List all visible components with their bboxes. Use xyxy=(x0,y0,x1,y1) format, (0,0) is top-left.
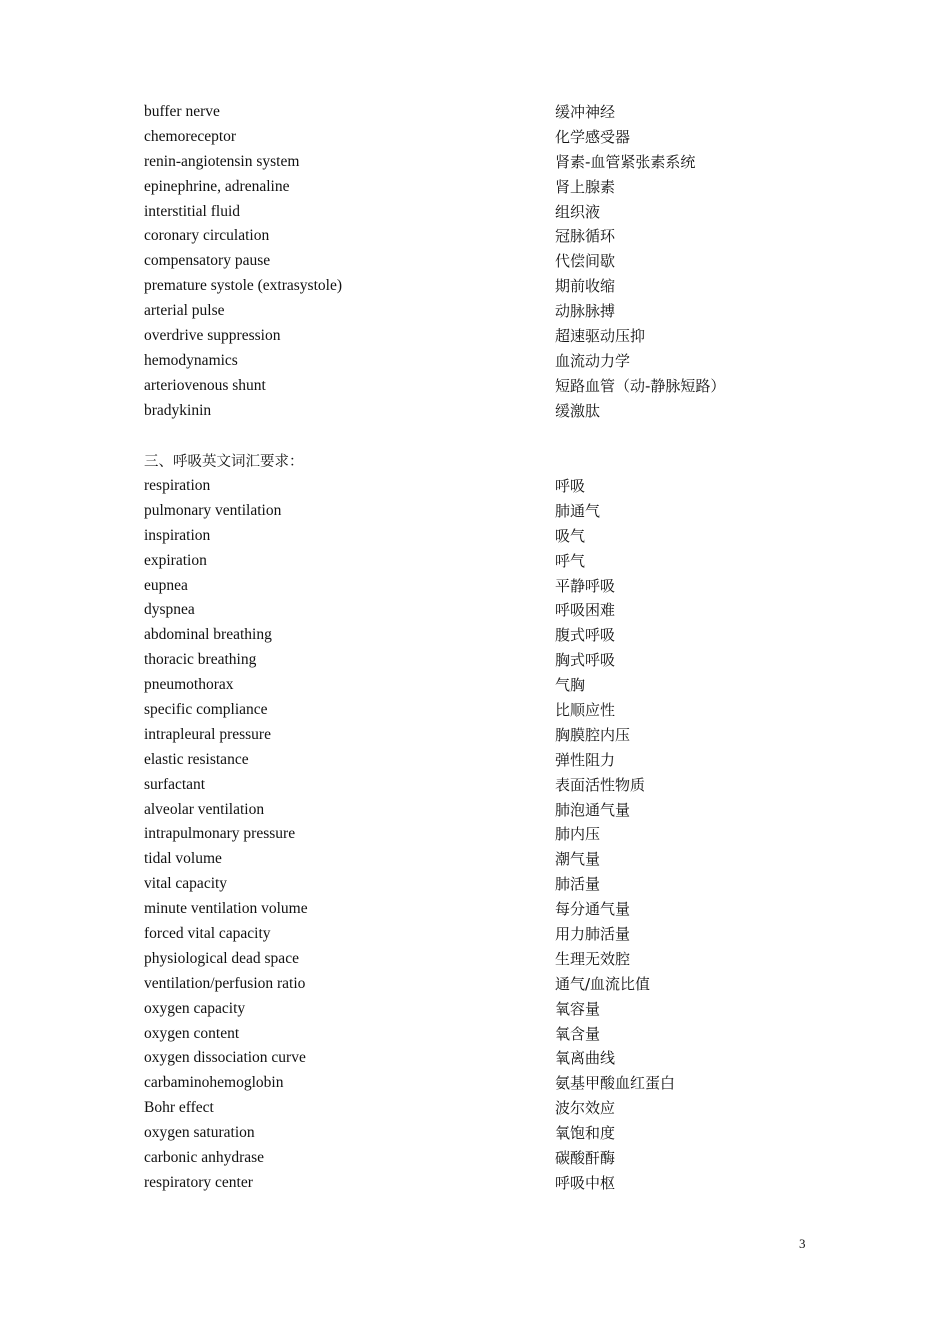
english-term: oxygen capacity xyxy=(144,999,246,1017)
chinese-term: 氧离曲线 xyxy=(555,1049,616,1068)
chinese-term: 呼吸困难 xyxy=(555,601,616,620)
english-term: overdrive suppression xyxy=(144,327,281,345)
chinese-term: 肺泡通气量 xyxy=(555,800,631,819)
chinese-term: 超速驱动压抑 xyxy=(555,327,646,346)
english-term: pneumothorax xyxy=(144,676,234,694)
chinese-term: 呼气 xyxy=(555,551,586,570)
term-row xyxy=(144,1096,844,1121)
term-row xyxy=(144,748,844,773)
english-term: ventilation/perfusion ratio xyxy=(144,974,306,992)
term-row xyxy=(144,100,844,125)
english-term: surfactant xyxy=(144,775,206,793)
chinese-term: 短路血管（动-静脉短路） xyxy=(555,376,726,395)
english-term: arterial pulse xyxy=(144,302,225,320)
english-term: physiological dead space xyxy=(144,949,299,967)
chinese-term: 代偿间歇 xyxy=(555,252,616,271)
chinese-term: 呼吸 xyxy=(555,477,586,495)
english-term: interstitial fluid xyxy=(144,202,240,220)
english-term: premature systole (extrasystole) xyxy=(144,277,342,295)
english-term: coronary circulation xyxy=(144,227,270,245)
english-term: minute ventilation volume xyxy=(144,900,308,918)
chinese-term: 肺通气 xyxy=(555,501,601,520)
chinese-term: 比顺应性 xyxy=(555,701,616,720)
english-term: alveolar ventilation xyxy=(144,800,265,818)
chinese-term: 胸膜腔内压 xyxy=(555,725,631,744)
term-row xyxy=(144,673,844,698)
chinese-term: 氨基甲酸血红蛋白 xyxy=(555,1074,676,1093)
chinese-term: 生理无效腔 xyxy=(555,949,631,968)
english-term: compensatory pause xyxy=(144,252,271,270)
english-term: dyspnea xyxy=(144,601,195,619)
chinese-term: 胸式呼吸 xyxy=(555,651,616,670)
chinese-term: 吸气 xyxy=(555,526,586,545)
chinese-term: 腹式呼吸 xyxy=(555,626,616,645)
term-row xyxy=(144,374,844,399)
english-term: thoracic breathing xyxy=(144,651,257,669)
chinese-term: 氧饱和度 xyxy=(555,1124,616,1143)
term-row xyxy=(144,474,844,499)
english-term: tidal volume xyxy=(144,850,222,868)
chinese-term: 缓激肽 xyxy=(555,401,601,420)
chinese-term: 潮气量 xyxy=(555,850,601,869)
chinese-term: 每分通气量 xyxy=(555,900,631,919)
english-term: intrapulmonary pressure xyxy=(144,825,296,843)
english-term: epinephrine, adrenaline xyxy=(144,177,290,195)
chinese-term: 组织液 xyxy=(555,202,601,221)
term-row xyxy=(144,1046,844,1071)
english-term: eupnea xyxy=(144,576,188,594)
chinese-term: 氧含量 xyxy=(555,1024,601,1043)
english-term: specific compliance xyxy=(144,701,268,719)
english-term: Bohr effect xyxy=(144,1099,214,1117)
english-term: renin-angiotensin system xyxy=(144,152,300,170)
chinese-term: 缓冲神经 xyxy=(555,103,616,121)
term-row xyxy=(144,549,844,574)
term-row xyxy=(144,1171,844,1196)
english-term: vital capacity xyxy=(144,875,228,893)
english-term: oxygen dissociation curve xyxy=(144,1049,306,1067)
term-row xyxy=(144,623,844,648)
term-row xyxy=(144,847,844,872)
chinese-term: 波尔效应 xyxy=(555,1099,616,1118)
chinese-term: 平静呼吸 xyxy=(555,576,616,595)
term-row xyxy=(144,972,844,997)
english-term: pulmonary ventilation xyxy=(144,501,282,519)
term-row xyxy=(144,648,844,673)
chinese-term: 呼吸中枢 xyxy=(555,1173,616,1192)
chinese-term: 期前收缩 xyxy=(555,277,616,296)
english-term: expiration xyxy=(144,551,207,569)
chinese-term: 动脉脉搏 xyxy=(555,302,616,321)
term-row xyxy=(144,798,844,823)
term-row xyxy=(144,897,844,922)
term-row xyxy=(144,499,844,524)
english-term: buffer nerve xyxy=(144,103,220,120)
english-term: intrapleural pressure xyxy=(144,725,271,743)
english-term: chemoreceptor xyxy=(144,127,237,145)
term-row xyxy=(144,349,844,374)
chinese-term: 氧容量 xyxy=(555,999,601,1018)
english-term: carbonic anhydrase xyxy=(144,1149,265,1167)
term-row xyxy=(144,574,844,599)
term-row xyxy=(144,274,844,299)
term-row xyxy=(144,922,844,947)
chinese-term: 通气/血流比值 xyxy=(555,974,651,993)
english-term: respiratory center xyxy=(144,1173,253,1191)
term-row xyxy=(144,997,844,1022)
cardiovascular-term-list xyxy=(144,100,844,424)
term-row xyxy=(144,947,844,972)
english-term: bradykinin xyxy=(144,401,212,419)
term-row xyxy=(144,1022,844,1047)
term-row xyxy=(144,598,844,623)
english-term: abdominal breathing xyxy=(144,626,272,644)
term-row xyxy=(144,872,844,897)
chinese-term: 碳酸酐酶 xyxy=(555,1149,616,1168)
english-term: inspiration xyxy=(144,526,211,544)
term-row xyxy=(144,224,844,249)
chinese-term: 血流动力学 xyxy=(555,351,631,370)
chinese-term: 弹性阻力 xyxy=(555,750,616,769)
term-row xyxy=(144,698,844,723)
english-term: arteriovenous shunt xyxy=(144,376,266,394)
term-row xyxy=(144,399,844,424)
term-row xyxy=(144,200,844,225)
chinese-term: 肺内压 xyxy=(555,825,601,844)
term-row xyxy=(144,822,844,847)
chinese-term: 肺活量 xyxy=(555,875,601,894)
term-row xyxy=(144,1071,844,1096)
chinese-term: 用力肺活量 xyxy=(555,925,631,944)
term-row xyxy=(144,125,844,150)
english-term: respiration xyxy=(144,477,211,494)
term-row xyxy=(144,299,844,324)
term-row xyxy=(144,249,844,274)
english-term: carbaminohemoglobin xyxy=(144,1074,284,1092)
term-row xyxy=(144,1146,844,1171)
chinese-term: 冠脉循环 xyxy=(555,227,616,246)
chinese-term: 气胸 xyxy=(555,676,586,695)
chinese-term: 化学感受器 xyxy=(555,127,631,146)
term-row xyxy=(144,324,844,349)
term-row xyxy=(144,175,844,200)
chinese-term: 表面活性物质 xyxy=(555,775,646,794)
chinese-term: 肾上腺素 xyxy=(555,177,616,196)
english-term: oxygen saturation xyxy=(144,1124,255,1142)
respiration-term-list xyxy=(144,474,844,1196)
term-row xyxy=(144,150,844,175)
chinese-term: 肾素-血管紧张素系统 xyxy=(555,152,696,171)
page-number: 3 xyxy=(799,1236,806,1251)
term-row xyxy=(144,1121,844,1146)
section-heading: 三、呼吸英文词汇要求： xyxy=(144,454,304,470)
term-row xyxy=(144,773,844,798)
term-row xyxy=(144,524,844,549)
english-term: forced vital capacity xyxy=(144,925,271,943)
term-row xyxy=(144,723,844,748)
english-term: elastic resistance xyxy=(144,750,249,768)
english-term: oxygen content xyxy=(144,1024,240,1042)
english-term: hemodynamics xyxy=(144,351,238,369)
